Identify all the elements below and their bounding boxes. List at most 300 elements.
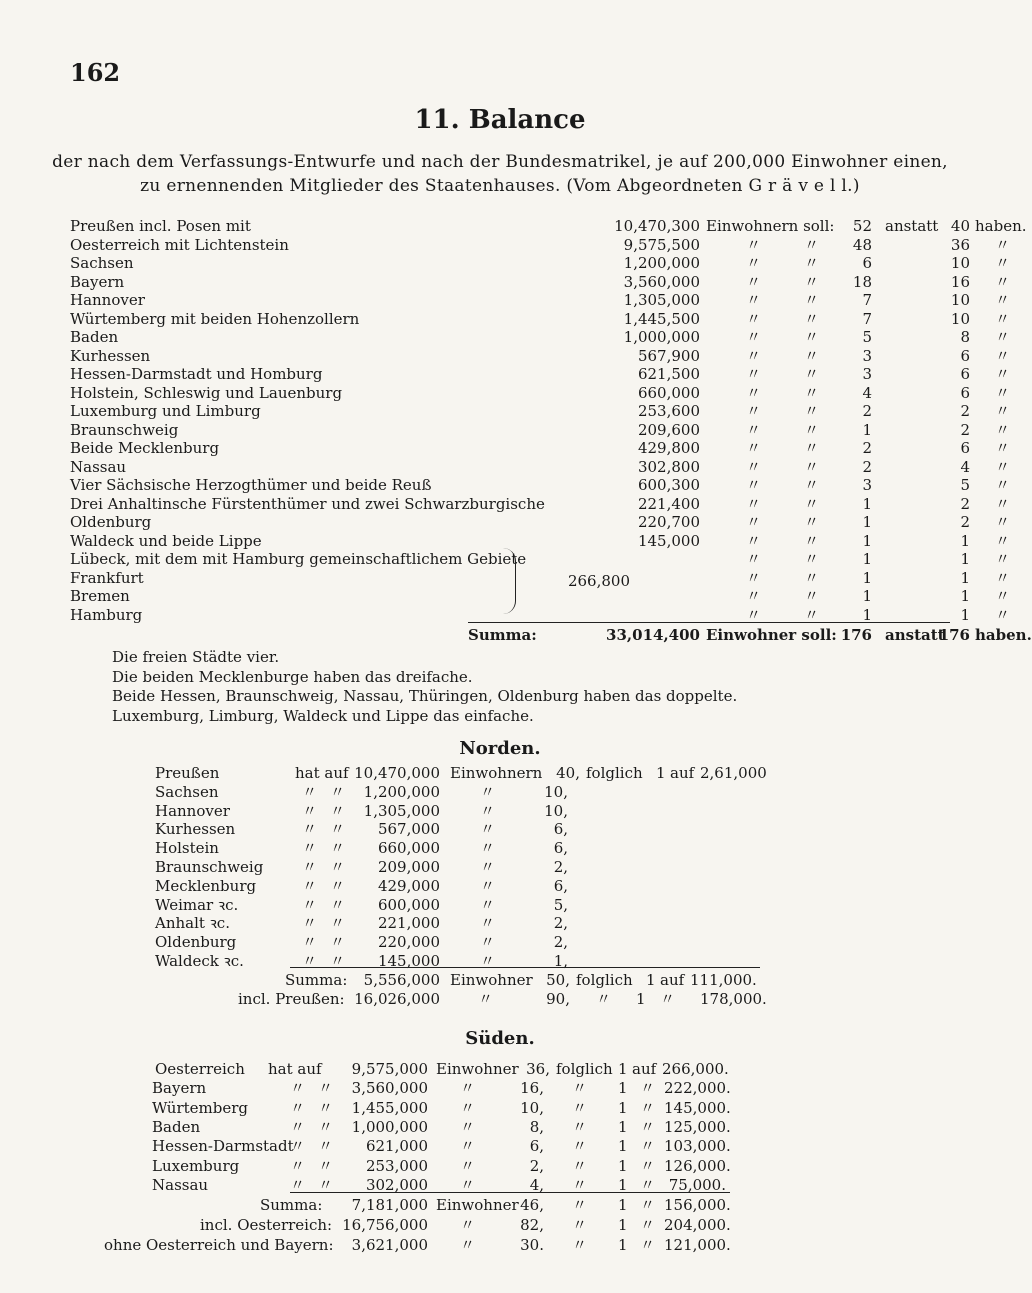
norden-sum-divider bbox=[290, 967, 760, 968]
ditto-mark: 〃 bbox=[746, 439, 762, 457]
population: 1,000,000 bbox=[351, 1117, 428, 1136]
sum-divider bbox=[468, 622, 950, 623]
label-haben: haben. bbox=[975, 217, 1027, 235]
table-row bbox=[70, 309, 1011, 329]
per-seat: 266,000. bbox=[662, 1060, 729, 1078]
ditto-mark: 〃 bbox=[330, 933, 346, 952]
one: 1 bbox=[636, 990, 646, 1008]
table-row bbox=[70, 383, 1011, 403]
population: 3,560,000 bbox=[351, 1079, 428, 1098]
ditto-mark: 〃 bbox=[318, 1098, 334, 1117]
seats-draft: 1 bbox=[862, 568, 872, 587]
ditto-mark: 〃 bbox=[640, 1196, 656, 1214]
ditto-mark: 〃 bbox=[995, 494, 1011, 513]
ditto-mark: 〃 bbox=[640, 1079, 656, 1098]
ditto-mark: 〃 bbox=[318, 1156, 334, 1175]
one: 1 bbox=[656, 764, 666, 782]
seats-matrikel: 10 bbox=[950, 291, 970, 309]
label-anstatt: anstatt bbox=[885, 217, 939, 235]
state-name: Holstein, Schleswig und Lauenburg bbox=[70, 383, 343, 402]
ditto-mark: 〃 bbox=[330, 820, 346, 839]
sum-row bbox=[0, 971, 1000, 990]
ditto-mark: 〃 bbox=[290, 1079, 306, 1098]
population: 9,575,500 bbox=[623, 235, 700, 254]
one: 1 bbox=[618, 1236, 628, 1254]
note-line: Die freien Städte vier. bbox=[112, 648, 280, 666]
sueden-heading: Süden. bbox=[465, 1028, 535, 1049]
population: 1,000,000 bbox=[623, 328, 700, 346]
table-row bbox=[0, 896, 1000, 915]
table-row bbox=[0, 1157, 1000, 1176]
table-row bbox=[0, 952, 1000, 971]
ditto-mark: 〃 bbox=[318, 1117, 334, 1136]
ditto-mark: 〃 bbox=[302, 876, 318, 895]
ditto-mark: 〃 bbox=[995, 272, 1011, 291]
ditto-mark: 〃 bbox=[804, 309, 820, 328]
one: 1 bbox=[618, 1175, 628, 1194]
ditto-mark: 〃 bbox=[995, 365, 1011, 383]
page-number: 162 bbox=[70, 58, 121, 87]
ditto-mark: 〃 bbox=[290, 1098, 306, 1117]
ditto-mark: 〃 bbox=[746, 254, 762, 272]
sum-seats: 46, bbox=[520, 1196, 544, 1214]
seats: 2, bbox=[529, 1156, 544, 1175]
per-seat: 145,000. bbox=[664, 1098, 731, 1117]
state-name: Frankfurt bbox=[70, 568, 144, 587]
seats: 5, bbox=[553, 895, 568, 914]
one: 1 bbox=[618, 1156, 628, 1175]
subtitle-line-1: der nach dem Verfassungs-Entwurfe und nach der Bundesmatrikel, je auf 200,000 Einwohner einen, bbox=[52, 152, 948, 172]
seats-matrikel: 6 bbox=[960, 365, 970, 383]
ditto-mark: 〃 bbox=[746, 272, 762, 291]
population: 145,000 bbox=[637, 531, 700, 550]
population: 1,305,000 bbox=[363, 801, 440, 820]
ditto-mark: 〃 bbox=[302, 839, 318, 858]
ditto-mark: 〃 bbox=[480, 876, 496, 895]
ditto-mark: 〃 bbox=[572, 1137, 588, 1156]
one: 1 bbox=[618, 1060, 628, 1078]
ditto-mark: 〃 bbox=[746, 476, 762, 494]
state-name: Hessen-Darmstadt bbox=[152, 1137, 294, 1156]
seats-matrikel: 1 bbox=[960, 550, 970, 568]
population: 429,000 bbox=[377, 876, 440, 895]
ditto-mark: 〃 bbox=[995, 383, 1011, 402]
ditto-mark: 〃 bbox=[640, 1098, 656, 1117]
sum-population: 33,014,400 bbox=[606, 626, 700, 644]
ditto-mark: 〃 bbox=[640, 1175, 656, 1194]
label-einwohnern: Einwohnern bbox=[450, 764, 543, 782]
ditto-mark: 〃 bbox=[302, 782, 318, 801]
seats-matrikel: 10 bbox=[950, 309, 970, 328]
population: 253,600 bbox=[637, 402, 700, 420]
state-name: Drei Anhaltinsche Fürstenthümer und zwei Schwarzburgische bbox=[70, 494, 545, 513]
label-hat-auf: hat auf bbox=[295, 764, 349, 782]
state-name: Preußen incl. Posen mit bbox=[70, 217, 251, 235]
label-einwohner: Einwohner bbox=[450, 971, 533, 989]
ditto-mark: 〃 bbox=[478, 990, 494, 1008]
table-row bbox=[70, 235, 1011, 255]
ditto-mark: 〃 bbox=[330, 895, 346, 914]
ditto-mark: 〃 bbox=[995, 587, 1011, 605]
label-soll: Einwohner soll: bbox=[706, 626, 837, 644]
table-row bbox=[0, 1137, 1000, 1156]
ditto-mark: 〃 bbox=[995, 439, 1011, 457]
seats-draft: 1 bbox=[862, 550, 872, 568]
seats-draft: 2 bbox=[862, 439, 872, 457]
table-row bbox=[70, 254, 1011, 273]
state-name: Kurhessen bbox=[155, 820, 236, 839]
ditto-mark: 〃 bbox=[746, 291, 762, 309]
ditto-mark: 〃 bbox=[746, 605, 762, 624]
free-cities-brace bbox=[503, 548, 516, 614]
ditto-mark: 〃 bbox=[572, 1156, 588, 1175]
seats-draft: 52 bbox=[852, 217, 872, 235]
per-seat: 121,000. bbox=[664, 1236, 731, 1254]
label-folglich: folglich bbox=[586, 764, 643, 782]
incl-seats: 90, bbox=[546, 990, 570, 1008]
ditto-mark: 〃 bbox=[746, 513, 762, 531]
table-row bbox=[0, 933, 1000, 952]
ditto-mark: 〃 bbox=[746, 587, 762, 605]
seats: 40, bbox=[556, 764, 580, 782]
ditto-mark: 〃 bbox=[746, 531, 762, 550]
seats-draft: 1 bbox=[862, 420, 872, 439]
state-name: Oldenburg bbox=[155, 933, 237, 952]
label-auf: auf bbox=[632, 1060, 657, 1078]
seats: 36, bbox=[526, 1060, 550, 1078]
ditto-mark: 〃 bbox=[804, 439, 820, 457]
population: 10,470,300 bbox=[614, 217, 700, 235]
population: 145,000 bbox=[377, 952, 440, 970]
ditto-mark: 〃 bbox=[804, 476, 820, 494]
ditto-mark: 〃 bbox=[995, 346, 1011, 365]
ditto-mark: 〃 bbox=[596, 990, 612, 1008]
seats-draft: 1 bbox=[862, 513, 872, 531]
state-name: Luxemburg und Limburg bbox=[70, 402, 261, 420]
table-row bbox=[0, 839, 1000, 858]
ditto-mark: 〃 bbox=[480, 952, 496, 970]
table-row bbox=[0, 877, 1000, 896]
ditto-mark: 〃 bbox=[804, 383, 820, 402]
table-row bbox=[0, 1079, 1000, 1098]
state-name: Lübeck, mit dem mit Hamburg gemeinschaftlichem Gebiete bbox=[70, 550, 527, 568]
seats-matrikel: 36 bbox=[950, 235, 970, 254]
table-row bbox=[0, 783, 1000, 802]
sum-label: Summa: bbox=[285, 971, 348, 989]
norden-heading: Norden. bbox=[459, 738, 541, 759]
population: 1,200,000 bbox=[623, 254, 700, 272]
per-seat: 103,000. bbox=[664, 1137, 731, 1156]
state-name: Sachsen bbox=[155, 782, 219, 801]
seats-matrikel: 2 bbox=[960, 402, 970, 420]
ditto-mark: 〃 bbox=[746, 383, 762, 402]
seats-draft: 7 bbox=[862, 291, 872, 309]
ditto-mark: 〃 bbox=[804, 494, 820, 513]
ditto-mark: 〃 bbox=[746, 235, 762, 254]
state-name: Hannover bbox=[70, 291, 145, 309]
population: 220,000 bbox=[377, 933, 440, 952]
population: 221,000 bbox=[377, 914, 440, 933]
label-auf: auf bbox=[670, 764, 695, 782]
seats-matrikel: 2 bbox=[960, 513, 970, 531]
ditto-mark: 〃 bbox=[640, 1216, 656, 1234]
ditto-mark: 〃 bbox=[804, 420, 820, 439]
seats-draft: 3 bbox=[862, 365, 872, 383]
table-row bbox=[70, 291, 1011, 310]
state-name: Bremen bbox=[70, 587, 130, 605]
ditto-mark: 〃 bbox=[995, 254, 1011, 272]
state-name: Kurhessen bbox=[70, 346, 151, 365]
one: 1 bbox=[618, 1137, 628, 1156]
label-folglich: folglich bbox=[576, 971, 633, 989]
population: 567,000 bbox=[377, 820, 440, 839]
ditto-mark: 〃 bbox=[302, 858, 318, 876]
population: 600,300 bbox=[637, 476, 700, 494]
subtitle-line-2: zu ernennenden Mitglieder des Staatenhauses. (Vom Abgeordneten G r ä v e l l.) bbox=[140, 176, 860, 196]
ditto-mark: 〃 bbox=[302, 895, 318, 914]
sum-seats: 50, bbox=[546, 971, 570, 989]
seats: 2, bbox=[553, 858, 568, 876]
state-name: Nassau bbox=[70, 457, 127, 476]
ditto-mark: 〃 bbox=[746, 328, 762, 346]
table-row bbox=[70, 420, 1011, 440]
state-name: Oesterreich bbox=[155, 1060, 245, 1078]
seats-draft: 48 bbox=[852, 235, 872, 254]
ditto-mark: 〃 bbox=[302, 820, 318, 839]
population: 302,800 bbox=[637, 457, 700, 476]
table-row bbox=[70, 531, 1011, 551]
sum-population: 7,181,000 bbox=[351, 1196, 428, 1214]
sum-label: Summa: bbox=[260, 1196, 323, 1214]
ditto-mark: 〃 bbox=[995, 531, 1011, 550]
state-name: Anhalt ꝛc. bbox=[155, 914, 230, 933]
table-row bbox=[0, 820, 1000, 839]
ditto-mark: 〃 bbox=[995, 420, 1011, 439]
state-name: Oesterreich mit Lichtenstein bbox=[70, 235, 289, 254]
incl-population: 16,026,000 bbox=[354, 990, 440, 1008]
seats-draft: 1 bbox=[862, 531, 872, 550]
ditto-mark: 〃 bbox=[572, 1079, 588, 1098]
per-seat: 2,61,000 bbox=[700, 764, 767, 782]
table-row bbox=[70, 513, 1011, 532]
one: 1 bbox=[646, 971, 656, 989]
ditto-mark: 〃 bbox=[746, 309, 762, 328]
ditto-mark: 〃 bbox=[302, 801, 318, 820]
ditto-mark: 〃 bbox=[660, 990, 676, 1008]
seats: 16, bbox=[520, 1079, 544, 1098]
ditto-mark: 〃 bbox=[290, 1117, 306, 1136]
per-seat: 75,000. bbox=[668, 1175, 726, 1194]
ditto-mark: 〃 bbox=[572, 1236, 588, 1254]
population: 209,600 bbox=[637, 420, 700, 439]
ditto-mark: 〃 bbox=[746, 494, 762, 513]
ditto-mark: 〃 bbox=[572, 1196, 588, 1214]
seats: 6, bbox=[529, 1137, 544, 1156]
state-name: Preußen bbox=[155, 764, 220, 782]
sueden-sum-divider bbox=[290, 1192, 730, 1193]
seats: 1, bbox=[553, 952, 568, 970]
state-name: Baden bbox=[152, 1117, 201, 1136]
ditto-mark: 〃 bbox=[995, 605, 1011, 624]
ditto-mark: 〃 bbox=[460, 1079, 476, 1098]
page-title: 11. Balance bbox=[414, 105, 586, 135]
seats: 6, bbox=[553, 820, 568, 839]
seats-matrikel: 10 bbox=[950, 254, 970, 272]
per-seat: 156,000. bbox=[664, 1196, 731, 1214]
incl-row bbox=[0, 990, 1000, 1009]
per-seat: 222,000. bbox=[664, 1079, 731, 1098]
state-name: Bayern bbox=[70, 272, 125, 291]
one: 1 bbox=[618, 1117, 628, 1136]
population: 429,800 bbox=[637, 439, 700, 457]
ditto-mark: 〃 bbox=[995, 457, 1011, 476]
ditto-mark: 〃 bbox=[572, 1098, 588, 1117]
ditto-mark: 〃 bbox=[460, 1236, 476, 1254]
seats-matrikel: 8 bbox=[960, 328, 970, 346]
seats: 2, bbox=[553, 933, 568, 952]
ditto-mark: 〃 bbox=[640, 1137, 656, 1156]
label-auf: auf bbox=[660, 971, 685, 989]
state-name: Nassau bbox=[152, 1175, 209, 1194]
seats-draft: 3 bbox=[862, 346, 872, 365]
ditto-mark: 〃 bbox=[480, 895, 496, 914]
ditto-mark: 〃 bbox=[746, 420, 762, 439]
population: 1,305,000 bbox=[623, 291, 700, 309]
ditto-mark: 〃 bbox=[572, 1175, 588, 1194]
ditto-mark: 〃 bbox=[995, 235, 1011, 254]
population: 1,455,000 bbox=[351, 1098, 428, 1117]
label-folglich: folglich bbox=[556, 1060, 613, 1078]
ditto-mark: 〃 bbox=[302, 952, 318, 970]
population: 1,445,500 bbox=[623, 309, 700, 328]
sum-label: Summa: bbox=[468, 626, 537, 644]
ditto-mark: 〃 bbox=[746, 346, 762, 365]
ditto-mark: 〃 bbox=[746, 568, 762, 587]
seats-matrikel: 1 bbox=[960, 568, 970, 587]
per-seat: 178,000. bbox=[700, 990, 767, 1008]
seats-matrikel: 1 bbox=[960, 587, 970, 605]
per-seat: 111,000. bbox=[690, 971, 757, 989]
table-row bbox=[70, 365, 1011, 384]
ditto-mark: 〃 bbox=[995, 476, 1011, 494]
table-row bbox=[70, 328, 1011, 347]
population: 621,000 bbox=[365, 1137, 428, 1156]
ditto-mark: 〃 bbox=[804, 402, 820, 420]
label-hat-auf: hat auf bbox=[268, 1060, 322, 1078]
state-name: Oldenburg bbox=[70, 513, 152, 531]
state-name: Hamburg bbox=[70, 605, 143, 624]
table-row bbox=[70, 476, 1011, 495]
per-seat: 126,000. bbox=[664, 1156, 731, 1175]
seats-draft: 1 bbox=[862, 494, 872, 513]
free-cities-population: 266,800 bbox=[567, 572, 630, 590]
ditto-mark: 〃 bbox=[330, 914, 346, 933]
table-row bbox=[0, 914, 1000, 933]
sum-seats-matrikel: 176 bbox=[938, 626, 970, 644]
ohne-row bbox=[0, 1236, 1000, 1255]
per-seat: 125,000. bbox=[664, 1117, 731, 1136]
table-row bbox=[70, 402, 1011, 421]
state-name: Holstein bbox=[155, 839, 219, 858]
ditto-mark: 〃 bbox=[746, 365, 762, 383]
state-name: Vier Sächsische Herzogthümer und beide Reuß bbox=[70, 476, 432, 494]
state-name: Beide Mecklenburg bbox=[70, 439, 220, 457]
ohne-seats: 30. bbox=[520, 1236, 544, 1254]
population: 1,200,000 bbox=[363, 782, 440, 801]
ditto-mark: 〃 bbox=[480, 914, 496, 933]
ditto-mark: 〃 bbox=[460, 1216, 476, 1234]
seats-matrikel: 2 bbox=[960, 494, 970, 513]
label-anstatt: anstatt bbox=[885, 626, 945, 644]
label-haben: haben. bbox=[975, 626, 1032, 644]
seats-draft: 1 bbox=[862, 587, 872, 605]
seats-matrikel: 4 bbox=[960, 457, 970, 476]
label-einwohner: Einwohner bbox=[436, 1196, 519, 1214]
ditto-mark: 〃 bbox=[480, 933, 496, 952]
ditto-mark: 〃 bbox=[995, 328, 1011, 346]
table-row bbox=[70, 439, 1011, 458]
ditto-mark: 〃 bbox=[480, 820, 496, 839]
ditto-mark: 〃 bbox=[746, 550, 762, 568]
seats: 6, bbox=[553, 876, 568, 895]
table-row bbox=[70, 272, 1011, 292]
population: 221,400 bbox=[637, 494, 700, 513]
ditto-mark: 〃 bbox=[804, 365, 820, 383]
ditto-mark: 〃 bbox=[460, 1098, 476, 1117]
seats-matrikel: 2 bbox=[960, 420, 970, 439]
state-name: Hessen-Darmstadt und Homburg bbox=[70, 365, 323, 383]
ditto-mark: 〃 bbox=[330, 952, 346, 970]
ditto-mark: 〃 bbox=[746, 457, 762, 476]
seats: 2, bbox=[553, 914, 568, 933]
ditto-mark: 〃 bbox=[318, 1175, 334, 1194]
note-line: Beide Hessen, Braunschweig, Nassau, Thüringen, Oldenburg haben das doppelte. bbox=[112, 687, 738, 705]
sum-row bbox=[70, 626, 1032, 645]
population: 10,470,000 bbox=[354, 764, 440, 782]
one: 1 bbox=[618, 1098, 628, 1117]
state-name: Waldeck und beide Lippe bbox=[70, 531, 262, 550]
ditto-mark: 〃 bbox=[804, 272, 820, 291]
sum-seats-draft: 176 bbox=[840, 626, 872, 644]
ditto-mark: 〃 bbox=[318, 1079, 334, 1098]
ditto-mark: 〃 bbox=[330, 782, 346, 801]
ditto-mark: 〃 bbox=[480, 801, 496, 820]
ditto-mark: 〃 bbox=[480, 839, 496, 858]
ditto-mark: 〃 bbox=[460, 1137, 476, 1156]
population: 660,000 bbox=[377, 839, 440, 858]
table-row bbox=[70, 217, 1027, 236]
seats-draft: 4 bbox=[862, 383, 872, 402]
ohne-label: ohne Oesterreich und Bayern: bbox=[104, 1236, 334, 1254]
seats-draft: 6 bbox=[862, 254, 872, 272]
seats-draft: 1 bbox=[862, 605, 872, 624]
ditto-mark: 〃 bbox=[804, 513, 820, 531]
seats-draft: 18 bbox=[852, 272, 872, 291]
table-row bbox=[70, 346, 1011, 366]
label-soll: Einwohnern soll: bbox=[706, 217, 835, 235]
ditto-mark: 〃 bbox=[330, 876, 346, 895]
ditto-mark: 〃 bbox=[995, 291, 1011, 309]
ditto-mark: 〃 bbox=[746, 402, 762, 420]
ditto-mark: 〃 bbox=[995, 568, 1011, 587]
state-name: Sachsen bbox=[70, 254, 134, 272]
ditto-mark: 〃 bbox=[330, 801, 346, 820]
seats: 4, bbox=[529, 1175, 544, 1194]
sum-row bbox=[0, 1196, 1000, 1215]
population: 302,000 bbox=[365, 1175, 428, 1194]
seats-draft: 5 bbox=[862, 328, 872, 346]
note-line: Die beiden Mecklenburge haben das dreifache. bbox=[112, 667, 473, 686]
